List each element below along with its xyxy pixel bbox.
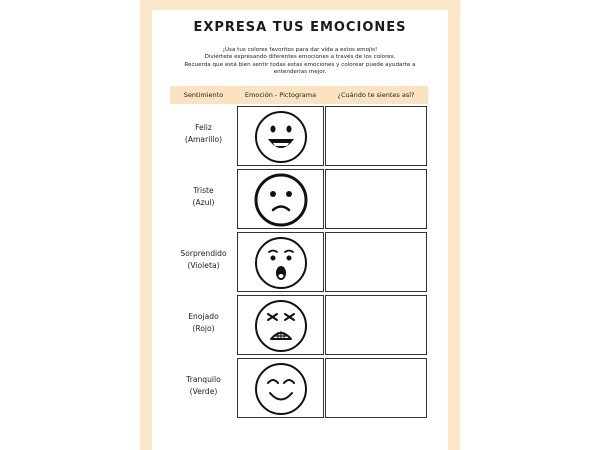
header-sentimiento: Sentimiento <box>170 86 237 104</box>
feeling-color: (Rojo) <box>192 324 215 333</box>
feeling-name: Tranquilo <box>186 375 221 384</box>
calm-face-icon <box>253 361 309 417</box>
feeling-name: Triste <box>193 186 214 195</box>
pictogram-cell <box>237 169 324 229</box>
angry-face-icon <box>253 298 309 354</box>
feeling-label <box>170 185 237 209</box>
feeling-label <box>170 374 237 398</box>
intro-line: Recuerda que está bien sentir todas estas emociones y colorear puede ayudarte a <box>184 61 416 68</box>
intro-line: ¡Usa tus colores favoritos para dar vida a estos emojis! <box>222 47 378 53</box>
pictogram-cell <box>237 358 324 418</box>
answer-cell[interactable] <box>325 106 427 166</box>
sad-face-icon <box>253 172 309 228</box>
feeling-name: Sorprendido <box>180 249 227 258</box>
feeling-color: (Amarillo) <box>184 135 223 144</box>
surprised-face-icon <box>253 235 309 291</box>
feeling-label <box>170 248 237 272</box>
header-emocion-pictograma: Emoción - Pictograma <box>237 86 324 104</box>
answer-cell[interactable] <box>325 232 427 292</box>
answer-cell[interactable] <box>325 169 427 229</box>
pictogram-cell <box>237 295 324 355</box>
feeling-label <box>170 311 237 335</box>
answer-cell[interactable] <box>325 295 427 355</box>
feeling-color: (Azul) <box>192 198 215 207</box>
emotions-table <box>170 86 428 418</box>
feeling-color: (Violeta) <box>187 261 220 270</box>
feeling-label <box>170 122 237 146</box>
answer-cell[interactable] <box>325 358 427 418</box>
pictogram-cell <box>237 232 324 292</box>
intro-text <box>170 47 430 77</box>
worksheet-title: EXPRESA TUS EMOCIONES <box>193 20 407 35</box>
feeling-color: (Verde) <box>189 387 218 396</box>
intro-line: Diviértete expresando diferentes emociones a través de los colores. <box>204 54 396 61</box>
feeling-name: Enojado <box>188 312 219 321</box>
pictogram-cell <box>237 106 324 166</box>
feeling-name: Feliz <box>195 123 212 132</box>
header-cuando: ¿Cuándo te sientes así? <box>324 86 428 104</box>
happy-face-icon <box>253 109 309 165</box>
intro-line: entenderlas mejor. <box>273 69 327 76</box>
